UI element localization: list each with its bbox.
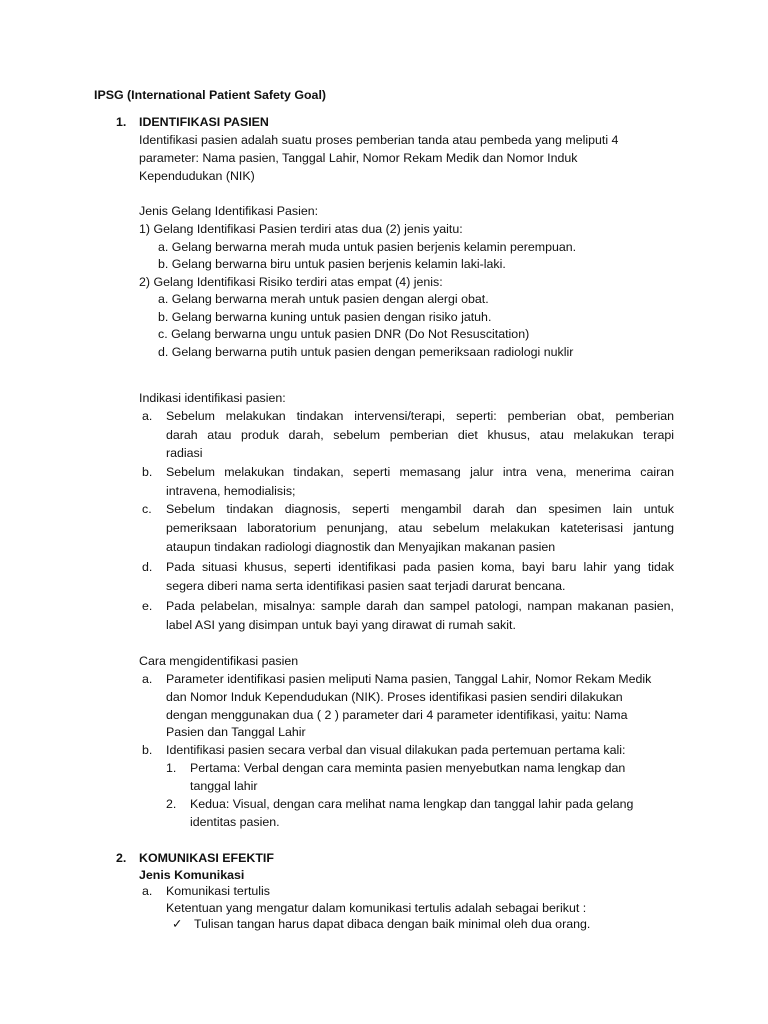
cara-sub-marker: 2. [166,797,177,811]
indikasi-line: Sebelum tindakan diagnosis, seperti mengambil darah dan spesimen lain untuk [166,502,674,516]
cara-marker: b. [142,743,153,757]
komunikasi-label: Komunikasi tertulis [166,884,270,898]
indikasi-line: label ASI yang disimpan untuk bayi yang dirawat di rumah sakit. [166,618,516,632]
indikasi-line: segera diberi nama serta identifikasi pasien saat terjadi darurat bencana. [166,579,566,593]
komunikasi-desc: Ketentuan yang mengatur dalam komunikasi tertulis adalah sebagai berikut : [166,901,587,915]
check-icon: ✓ [172,916,183,931]
section-1-intro-line: parameter: Nama pasien, Tanggal Lahir, Nomor Rekam Medik dan Nomor Induk [139,151,578,165]
cara-sub-line: identitas pasien. [190,815,280,829]
gelang-item: a. Gelang berwarna merah muda untuk pasien berjenis kelamin perempuan. [158,240,577,254]
cara-line: dengan menggunakan dua ( 2 ) parameter dari 4 parameter identifikasi, yaitu: Nama [166,708,628,722]
gelang-group-2-label: 2) Gelang Identifikasi Risiko terdiri atas empat (4) jenis: [139,275,443,289]
gelang-item: d. Gelang berwarna putih untuk pasien dengan pemeriksaan radiologi nuklir [158,345,574,359]
indikasi-line: Sebelum melakukan tindakan intervensi/terapi, seperti: pemberian obat, pemberian [166,409,674,423]
cara-sub-line: Pertama: Verbal dengan cara meminta pasien menyebutkan nama lengkap dan [190,761,626,775]
section-2-number: 2. [116,851,127,865]
cara-line: Pasien dan Tanggal Lahir [166,725,306,739]
cara-line: Identifikasi pasien secara verbal dan visual dilakukan pada pertemuan pertama kali: [166,743,626,757]
gelang-item: b. Gelang berwarna kuning untuk pasien dengan risiko jatuh. [158,310,492,324]
indikasi-line: radiasi [166,446,203,460]
cara-sub-line: Kedua: Visual, dengan cara melihat nama lengkap dan tanggal lahir pada gelang [190,797,634,811]
indikasi-marker: c. [142,502,152,516]
section-1-number: 1. [116,115,127,129]
indikasi-marker: a. [142,409,153,423]
komunikasi-marker: a. [142,884,153,898]
indikasi-line: darah atau produk darah, sebelum pemberian diet khusus, atau melakukan terapi [166,428,674,442]
komunikasi-check-item: Tulisan tangan harus dapat dibaca dengan baik minimal oleh dua orang. [194,917,591,931]
indikasi-line: ataupun tindakan radiologi diagnostik dan Menyajikan makanan pasien [166,540,556,554]
indikasi-line: Sebelum melakukan tindakan, seperti memasang jalur intra vena, menerima cairan [166,465,674,479]
gelang-item: a. Gelang berwarna merah untuk pasien dengan alergi obat. [158,292,489,306]
gelang-item: b. Gelang berwarna biru untuk pasien berjenis kelamin laki-laki. [158,257,506,271]
indikasi-line: Pada situasi khusus, seperti identifikasi pada pasien koma, bayi baru lahir yang tidak [166,560,674,574]
cara-sub-marker: 1. [166,761,177,775]
gelang-group-1-label: 1) Gelang Identifikasi Pasien terdiri atas dua (2) jenis yaitu: [139,222,463,236]
gelang-heading: Jenis Gelang Identifikasi Pasien: [139,204,319,218]
cara-line: dan Nomor Induk Kependudukan (NIK). Proses identifikasi pasien sendiri dilakukan [166,690,623,704]
gelang-item: c. Gelang berwarna ungu untuk pasien DNR (Do Not Resuscitation) [158,327,530,341]
indikasi-heading: Indikasi identifikasi pasien: [139,391,286,405]
indikasi-marker: b. [142,465,153,479]
section-1-intro-line: Identifikasi pasien adalah suatu proses pemberian tanda atau pembeda yang meliputi 4 [139,133,619,147]
document-title: IPSG (International Patient Safety Goal) [94,88,327,102]
cara-heading: Cara mengidentifikasi pasien [139,654,299,668]
section-1-heading: IDENTIFIKASI PASIEN [139,115,269,129]
cara-line: Parameter identifikasi pasien meliputi Nama pasien, Tanggal Lahir, Nomor Rekam Medik [166,672,652,686]
cara-sub-line: tanggal lahir [190,779,258,793]
indikasi-line: Pada pelabelan, misalnya: sample darah dan sampel patologi, nampan makanan pasien, [166,599,674,613]
section-2-subheading: Jenis Komunikasi [139,868,245,882]
cara-marker: a. [142,672,153,686]
indikasi-line: intravena, hemodialisis; [166,484,296,498]
section-1-intro-line: Kependudukan (NIK) [139,169,255,183]
indikasi-marker: e. [142,599,153,613]
indikasi-marker: d. [142,560,153,574]
section-2-heading: KOMUNIKASI EFEKTIF [139,851,274,865]
indikasi-line: pemeriksaan laboratorium penunjang, atau sebelum melakukan kateterisasi jantung [166,521,674,535]
